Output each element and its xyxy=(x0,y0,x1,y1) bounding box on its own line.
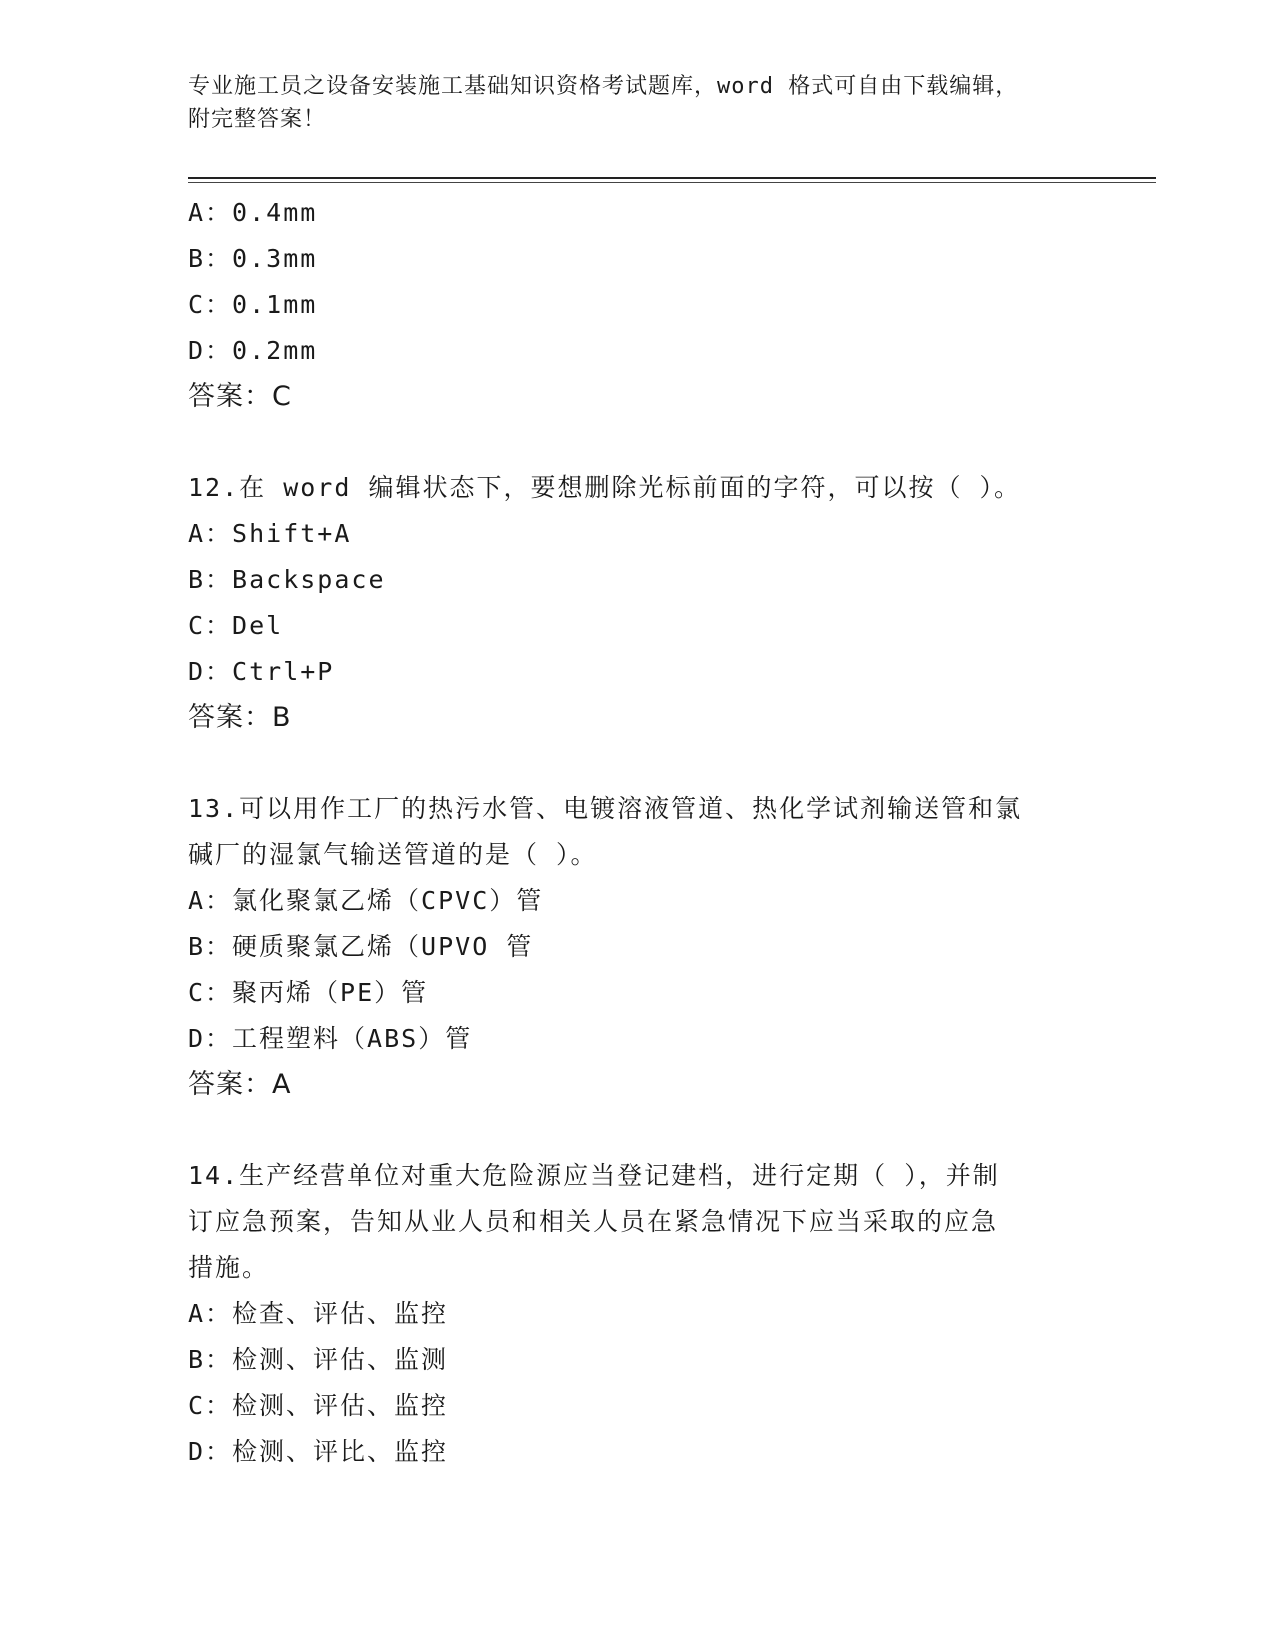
question-text: 措施。 xyxy=(188,1253,270,1282)
option-a: A：Shift+A xyxy=(188,519,352,548)
question-text: 订应急预案，告知从业人员和相关人员在紧急情况下应当采取的应急 xyxy=(188,1207,999,1236)
block-spacer xyxy=(188,420,1088,465)
question-text: 13.可以用作工厂的热污水管、电镀溶液管道、热化学试剂输送管和氯 xyxy=(188,794,1023,823)
document-header xyxy=(188,70,1068,136)
option-b: B：检测、评估、监测 xyxy=(188,1345,449,1374)
header-line-1: 专业施工员之设备安装施工基础知识资格考试题库，word 格式可自由下载编辑， xyxy=(188,74,1019,99)
answer-line: 答案：B xyxy=(188,702,292,733)
header-divider-thin xyxy=(188,182,1156,183)
question-block xyxy=(188,1153,1088,1475)
option-b: B：0.3mm xyxy=(188,244,318,273)
option-a: A：检查、评估、监控 xyxy=(188,1299,449,1328)
question-block xyxy=(188,190,1088,420)
option-d: D：工程塑料（ABS）管 xyxy=(188,1024,473,1053)
option-d: D：Ctrl+P xyxy=(188,657,335,686)
question-block xyxy=(188,465,1088,741)
question-block xyxy=(188,786,1088,1108)
option-c: C：聚丙烯（PE）管 xyxy=(188,978,429,1007)
header-divider xyxy=(188,177,1156,179)
option-c: C：0.1mm xyxy=(188,290,318,319)
option-a: A：0.4mm xyxy=(188,198,318,227)
option-d: D：检测、评比、监控 xyxy=(188,1437,449,1466)
block-spacer xyxy=(188,1108,1088,1153)
header-line-2: 附完整答案！ xyxy=(188,107,327,132)
question-text: 14.生产经营单位对重大危险源应当登记建档，进行定期（ ），并制 xyxy=(188,1161,1000,1190)
option-d: D：0.2mm xyxy=(188,336,318,365)
option-c: C：Del xyxy=(188,611,284,640)
option-a: A：氯化聚氯乙烯（CPVC）管 xyxy=(188,886,544,915)
answer-line: 答案：C xyxy=(188,381,292,412)
block-spacer xyxy=(188,741,1088,786)
question-text: 12.在 word 编辑状态下，要想删除光标前面的字符，可以按（ ）。 xyxy=(188,473,1022,502)
option-b: B：硬质聚氯乙烯（UPVO 管 xyxy=(188,932,534,961)
question-list xyxy=(188,190,1088,1475)
question-text: 碱厂的湿氯气输送管道的是（ ）。 xyxy=(188,840,598,869)
answer-line: 答案：A xyxy=(188,1069,292,1100)
option-b: B：Backspace xyxy=(188,565,386,594)
option-c: C：检测、评估、监控 xyxy=(188,1391,449,1420)
